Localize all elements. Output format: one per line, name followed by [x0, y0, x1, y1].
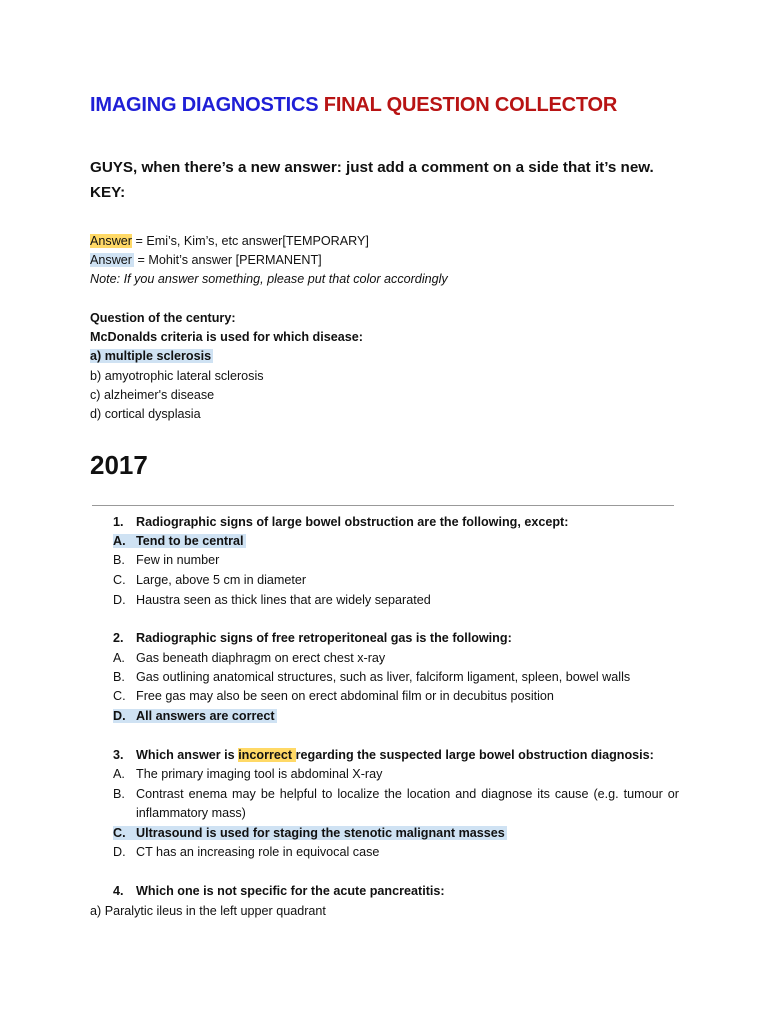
option-letter: A.: [113, 767, 125, 781]
question-2: [113, 630, 512, 647]
question-1-option-b: [113, 552, 219, 569]
document-title: [90, 94, 617, 117]
question-1-text: Radiographic signs of large bowel obstruction are the following, except:: [136, 515, 569, 529]
option-letter: A.: [113, 534, 126, 548]
option-letter: B.: [113, 553, 125, 567]
century-option-a: [90, 348, 213, 365]
question-4: [113, 883, 445, 900]
question-2-option-d: [113, 708, 277, 725]
question-1-option-a: [113, 533, 246, 550]
option-text: Large, above 5 cm in diameter: [136, 573, 307, 587]
option-letter: B.: [113, 670, 125, 684]
question-2-option-b: [113, 669, 630, 686]
key-temporary-label: Answer: [90, 234, 132, 248]
option-text: All answers are correct: [136, 709, 275, 723]
key-permanent-label: Answer: [90, 253, 132, 267]
key-temporary-text: = Emi’s, Kim’s, etc answer[TEMPORARY]: [132, 234, 369, 248]
option-text: Free gas may also be seen on erect abdominal film or in decubitus position: [136, 689, 554, 703]
option-letter: D.: [113, 709, 126, 723]
title-part-blue: IMAGING DIAGNOSTICS: [90, 94, 319, 116]
option-text: Contrast enema may be helpful to localize the location and diagnose its cause (e.g. tumour or inflammatory mass): [136, 787, 679, 820]
century-option-d: d) cortical dysplasia: [90, 407, 201, 421]
section-divider: [92, 505, 674, 506]
question-3-text-after: regarding the suspected large bowel obstruction diagnosis:: [295, 748, 654, 762]
key-note: Note: If you answer something, please put that color accordingly: [90, 272, 448, 286]
question-1: [113, 514, 568, 531]
option-text: CT has an increasing role in equivocal case: [136, 845, 380, 859]
question-3-option-b: [113, 785, 679, 823]
question-3-number: 3.: [113, 748, 124, 762]
option-text: Ultrasound is used for staging the stenotic malignant masses: [136, 826, 505, 840]
century-option-b: b) amyotrophic lateral sclerosis: [90, 369, 264, 383]
key-permanent-text: = Mohit’s answer [PERMANENT]: [134, 253, 322, 267]
question-3-option-c: [113, 825, 507, 842]
question-4-option-a: [90, 903, 326, 920]
option-text: Paralytic ileus in the left upper quadrant: [104, 904, 326, 918]
question-2-text: Radiographic signs of free retroperitoneal gas is the following:: [136, 631, 512, 645]
century-heading: Question of the century:: [90, 311, 236, 325]
key-temporary: [90, 233, 369, 250]
question-2-option-c: [113, 688, 554, 705]
question-2-number: 2.: [113, 631, 124, 645]
option-text: Haustra seen as thick lines that are widely separated: [136, 593, 431, 607]
option-letter: C.: [113, 573, 126, 587]
option-text: Gas beneath diaphragm on erect chest x-ray: [136, 651, 386, 665]
question-1-number: 1.: [113, 515, 124, 529]
question-1-option-c: [113, 572, 306, 589]
key-permanent: [90, 252, 322, 269]
question-3-text-before: Which answer is: [136, 748, 239, 762]
option-letter: C.: [113, 689, 126, 703]
intro-line: GUYS, when there’s a new answer: just add a comment on a side that it’s new.: [90, 159, 654, 176]
key-heading: KEY:: [90, 184, 126, 201]
question-3-option-d: [113, 844, 379, 861]
century-option-c: c) alzheimer's disease: [90, 388, 215, 402]
question-3-option-a: [113, 766, 382, 783]
option-letter: D.: [113, 593, 126, 607]
option-letter: C.: [113, 826, 126, 840]
question-4-number: 4.: [113, 884, 124, 898]
option-letter: a): [90, 904, 102, 918]
title-part-red: FINAL QUESTION COLLECTOR: [323, 94, 618, 116]
option-letter: D.: [113, 845, 126, 859]
option-text: Gas outlining anatomical structures, such as liver, falciform ligament, spleen, bowel walls: [136, 670, 631, 684]
century-option-a-text: a) multiple sclerosis: [90, 349, 212, 363]
question-3-text-highlight: incorrect: [238, 748, 296, 762]
question-3: [113, 747, 654, 764]
option-letter: B.: [113, 787, 125, 801]
year-heading: 2017: [90, 450, 148, 480]
question-1-option-d: [113, 592, 431, 609]
option-letter: A.: [113, 651, 125, 665]
option-text: Tend to be central: [136, 534, 244, 548]
century-question: McDonalds criteria is used for which disease:: [90, 330, 363, 344]
question-2-option-a: [113, 650, 385, 667]
option-text: The primary imaging tool is abdominal X-ray: [136, 767, 383, 781]
option-text: Few in number: [136, 553, 220, 567]
question-4-text: Which one is not specific for the acute pancreatitis:: [136, 884, 445, 898]
